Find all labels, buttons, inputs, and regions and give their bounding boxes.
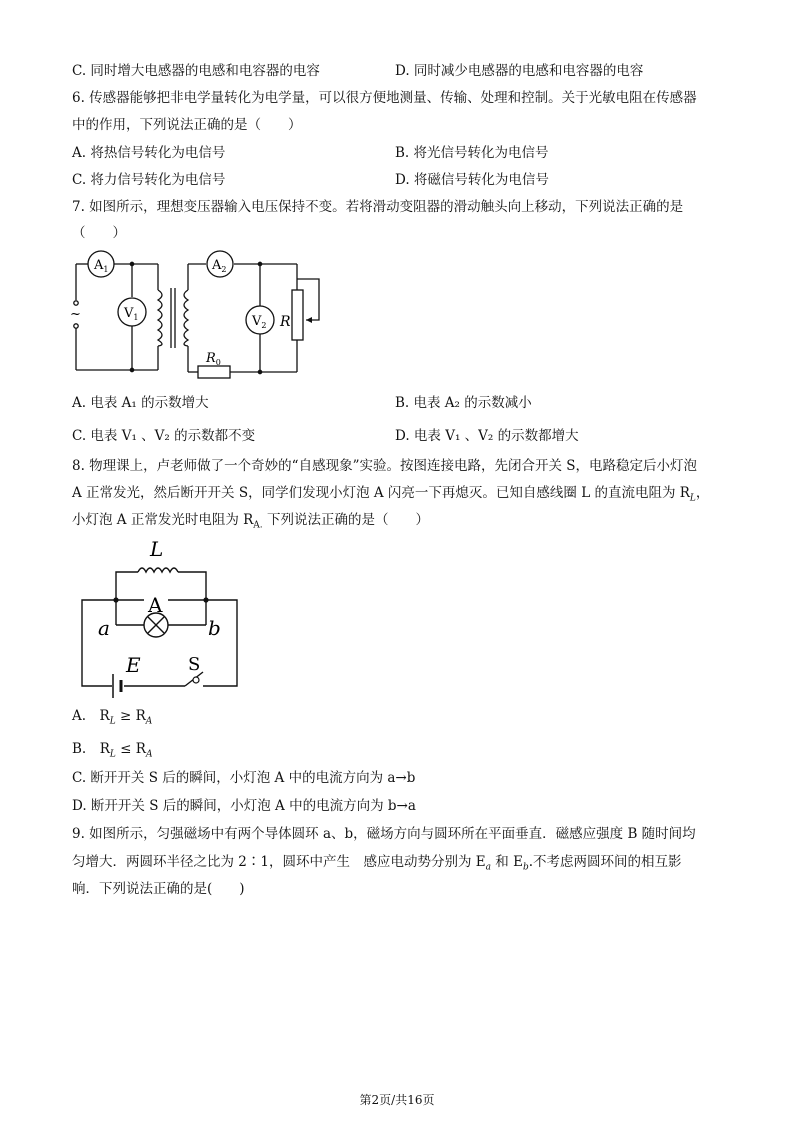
q6-option-a: A. 将热信号转化为电信号 (72, 145, 226, 161)
q7-meter-v2-label: $V_2$ (252, 314, 267, 330)
q6-stem-line-2: 中的作用，下列说法正确的是（ ） (72, 117, 302, 133)
q8-stem-line-2: A 正常发光，然后断开开关 S，同学们发现小灯泡 A 闪亮一下再熄灭。已知自感线圈 L 的直流电阻为 $R_L$， (72, 485, 710, 504)
q7-resistor-r-label: R (280, 314, 291, 330)
q6-option-d: D. 将磁信号转化为电信号 (395, 172, 549, 188)
page-footer: 第2页/共16页 (359, 1093, 435, 1107)
q8-lamp-a-label: A (148, 593, 163, 617)
q7-meter-a1-label: $A_1$ (94, 258, 109, 274)
q7-stem-line-1: 7. 如图所示，理想变压器输入电压保持不变。若将滑动变阻器的滑动触头向上移动，下列说法正确的是 (72, 199, 684, 215)
q8-inductor-l-label: L (150, 537, 164, 561)
q8-node-a-label: a (98, 616, 110, 640)
q7-option-c: C. 电表 V₁ 、V₂ 的示数都不变 (72, 428, 256, 444)
q8-switch-s-label: S (188, 654, 201, 675)
q7-resistor-r0-label: $R_0$ (206, 351, 221, 367)
q8-option-b: B. $R_L \le R_A$ (72, 741, 153, 760)
q8-node-b-label: b (208, 616, 221, 640)
q7-meter-a2-label: $A_2$ (212, 258, 227, 274)
q8-stem-line-3: 小灯泡 A 正常发光时电阻为 $R_{A.}$ 下列说法正确的是（ ） (72, 512, 429, 531)
q8-option-d: D. 断开开关 S 后的瞬间，小灯泡 A 中的电流方向为 b→a (72, 798, 416, 814)
q6-option-b: B. 将光信号转化为电信号 (395, 145, 549, 161)
q6-option-c: C. 将力信号转化为电信号 (72, 172, 226, 188)
q7-option-d: D. 电表 V₁ 、V₂ 的示数都增大 (395, 428, 579, 444)
q8-stem-line-1: 8. 物理课上，卢老师做了一个奇妙的“自感现象”实验。按图连接电路，先闭合开关 S，电路稳定后小灯泡 (72, 458, 698, 474)
q9-stem-line-3: 响．下列说法正确的是( ) (72, 881, 245, 897)
q7-option-a: A. 电表 A₁ 的示数增大 (72, 395, 209, 411)
q8-battery-e-label: E (126, 653, 141, 677)
q9-stem-line-2: 匀增大．两圆环半径之比为 2∶1，圆环中产生 感应电动势分别为 $E_a$ 和 $E_b$.不考虑两圆环间的相互影 (72, 854, 682, 873)
q7-stem-line-2: （ ） (72, 225, 126, 241)
q5-option-d: D. 同时减少电感器的电感和电容器的电容 (395, 63, 644, 79)
q8-option-c: C. 断开开关 S 后的瞬间，小灯泡 A 中的电流方向为 a→b (72, 770, 416, 786)
q6-stem-line-1: 6. 传感器能够把非电学量转化为电学量，可以很方便地测量、传输、处理和控制。关于光敏电阻在传感器 (72, 90, 697, 106)
q7-meter-v1-label: $V_1$ (124, 306, 139, 322)
q5-option-c: C. 同时增大电感器的电感和电容器的电容 (72, 63, 320, 79)
q9-stem-line-1: 9. 如图所示，匀强磁场中有两个导体圆环 a、b，磁场方向与圆环所在平面垂直．磁感应强度 B 随时间均 (72, 826, 696, 842)
q8-option-a: A. $R_L \ge R_A$ (72, 708, 153, 727)
q7-ac-source-symbol: ~ (70, 307, 81, 322)
q7-option-b: B. 电表 A₂ 的示数减小 (395, 395, 532, 411)
